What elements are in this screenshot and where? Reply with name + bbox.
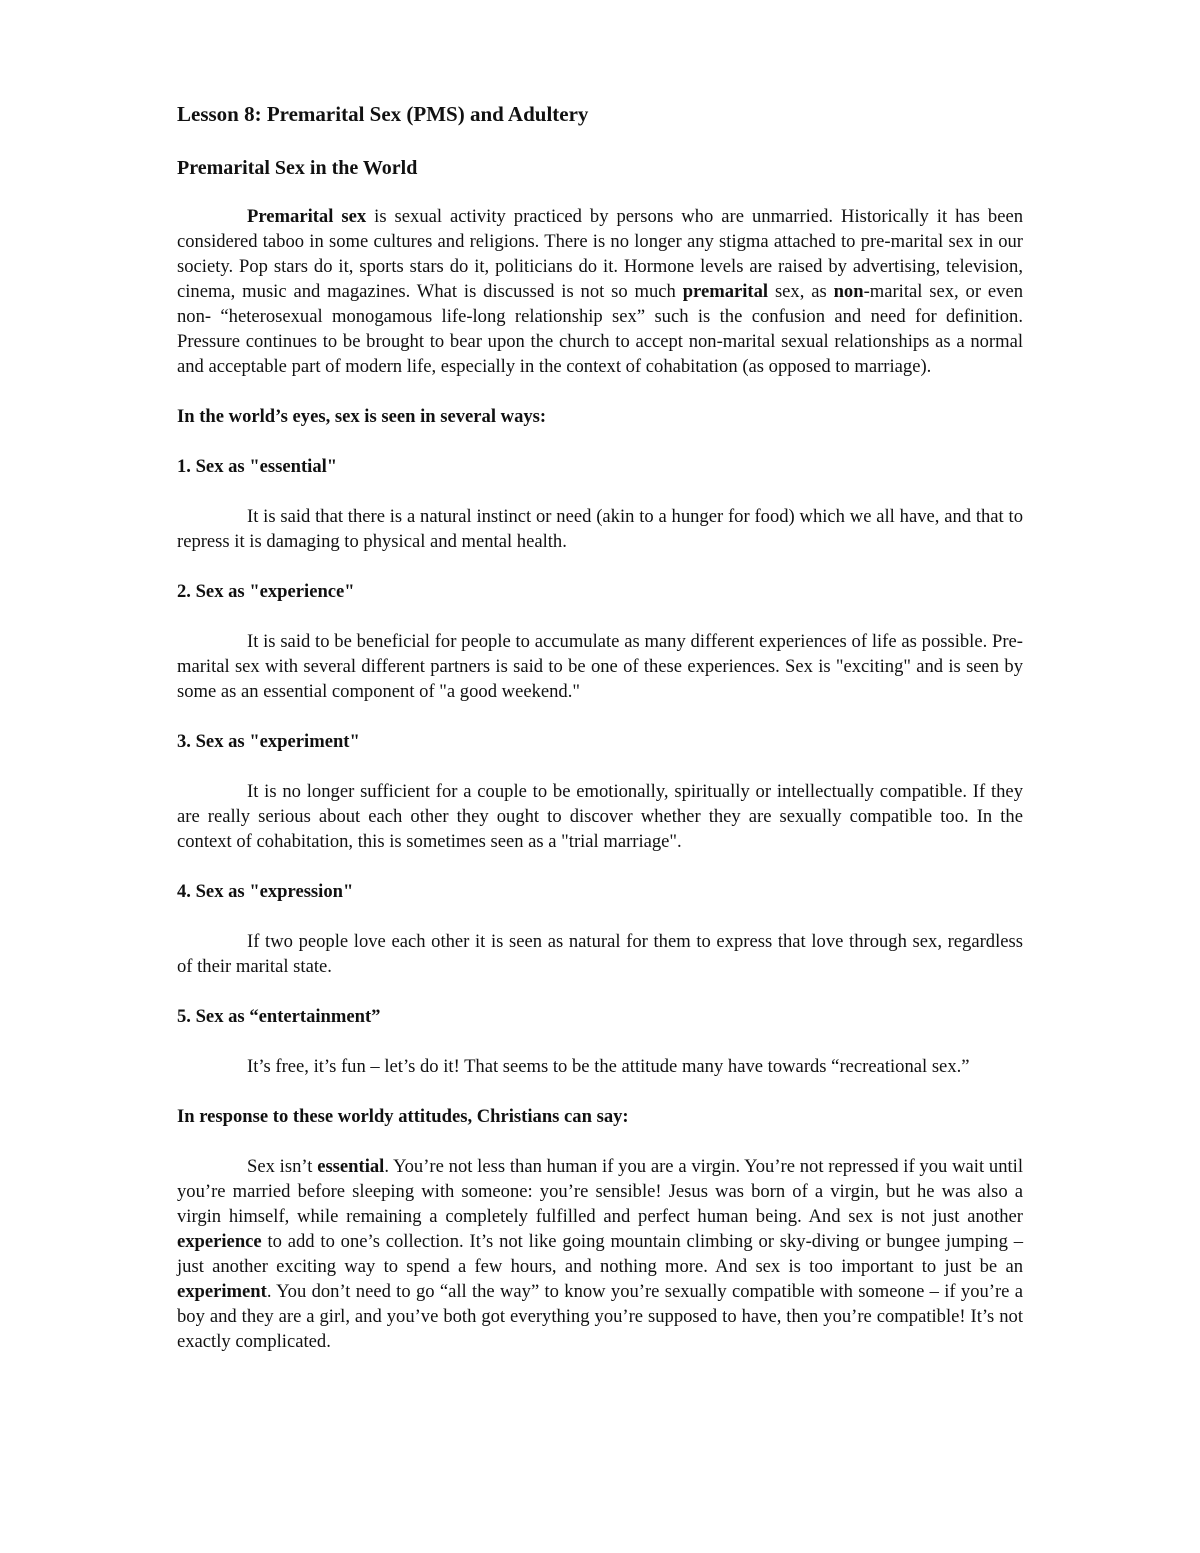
- response-text-2: . You’re not less than human if you are a virgin. You’re not repressed if you wait until you’re married before sleeping with someone: you’re sensible! Jesus was born of a virgin, but he was also a virgin himself, while remaining a completely fulfilled and perfect human being. And sex is not just another: [177, 1156, 1023, 1227]
- view-heading-experiment: 3. Sex as "experiment": [177, 731, 360, 752]
- response-paragraph: [177, 1154, 1023, 1354]
- worlds-eyes-heading: In the world’s eyes, sex is seen in several ways:: [177, 406, 547, 427]
- view-heading-essential: 1. Sex as "essential": [177, 456, 338, 477]
- response-heading: In response to these worldy attitudes, Christians can say:: [177, 1106, 629, 1127]
- view-heading-expression: 4. Sex as "expression": [177, 881, 354, 902]
- view-text-experience: It is said to be beneficial for people to accumulate as many different experiences of life as possible. Pre-marital sex with several different partners is said to be one of these experiences. Sex is "exciting" and is seen by some as an essential component of "a good weekend.": [177, 631, 1023, 702]
- intro-bold-non: non: [833, 281, 864, 302]
- view-text-essential: It is said that there is a natural instinct or need (akin to a hunger for food) which we all have, and that to repress it is damaging to physical and mental health.: [177, 506, 1023, 552]
- intro-text-c: -marital sex, or even non- “heterosexual monogamous life-long relationship sex” such is the confusion and need for definition. Pressure continues to be brought to bear upon the church to accept non-marital sexual relationships as a normal and acceptable part of modern life, especially in the context of cohabitation (as opposed to marriage).: [177, 281, 1023, 377]
- view-text-expression: If two people love each other it is seen as natural for them to express that love through sex, regardless of their marital state.: [177, 931, 1023, 977]
- view-text-experiment: It is no longer sufficient for a couple to be emotionally, spiritually or intellectually compatible. If they are really serious about each other they ought to discover whether they are sexually compatible too. In the context of cohabitation, this is sometimes seen as a "trial marriage".: [177, 781, 1023, 852]
- intro-bold-term: Premarital sex: [247, 206, 367, 227]
- intro-bold-premarital: premarital: [682, 281, 769, 302]
- document-page: [177, 100, 1023, 1379]
- intro-text-a: is sexual activity practiced by persons who are unmarried. Historically it has been considered taboo in some cultures and religions. There is no longer any stigma attached to pre-marital sex in our society. Pop stars do it, sports stars do it, politicians do it. Hormone levels are raised by advertising, television, cinema, music and magazines. What is discussed is not so much: [177, 206, 1024, 302]
- lesson-title: Lesson 8: Premarital Sex (PMS) and Adultery: [177, 102, 589, 126]
- view-heading-experience: 2. Sex as "experience": [177, 581, 355, 602]
- view-heading-entertainment: 5. Sex as “entertainment”: [177, 1006, 381, 1027]
- response-bold-experience: experience: [177, 1231, 262, 1252]
- response-text-1: Sex isn’t: [247, 1156, 318, 1177]
- view-text-entertainment: It’s free, it’s fun – let’s do it! That seems to be the attitude many have towards “recreational sex.”: [247, 1056, 970, 1077]
- response-text-3: to add to one’s collection. It’s not like going mountain climbing or sky-diving or bungee jumping – just another exciting way to spend a few hours, and nothing more. And sex is too important to just be an: [177, 1231, 1023, 1277]
- section-title: Premarital Sex in the World: [177, 157, 418, 179]
- intro-text-b: sex, as: [768, 281, 834, 302]
- intro-paragraph: [177, 204, 1023, 379]
- response-bold-experiment: experiment: [177, 1281, 267, 1302]
- response-text-4: . You don’t need to go “all the way” to know you’re sexually compatible with someone – if you’re a boy and they are a girl, and you’ve both got everything you’re supposed to have, then you’re compatible! It’s not exactly complicated.: [177, 1281, 1023, 1352]
- response-bold-essential: essential: [317, 1156, 385, 1177]
